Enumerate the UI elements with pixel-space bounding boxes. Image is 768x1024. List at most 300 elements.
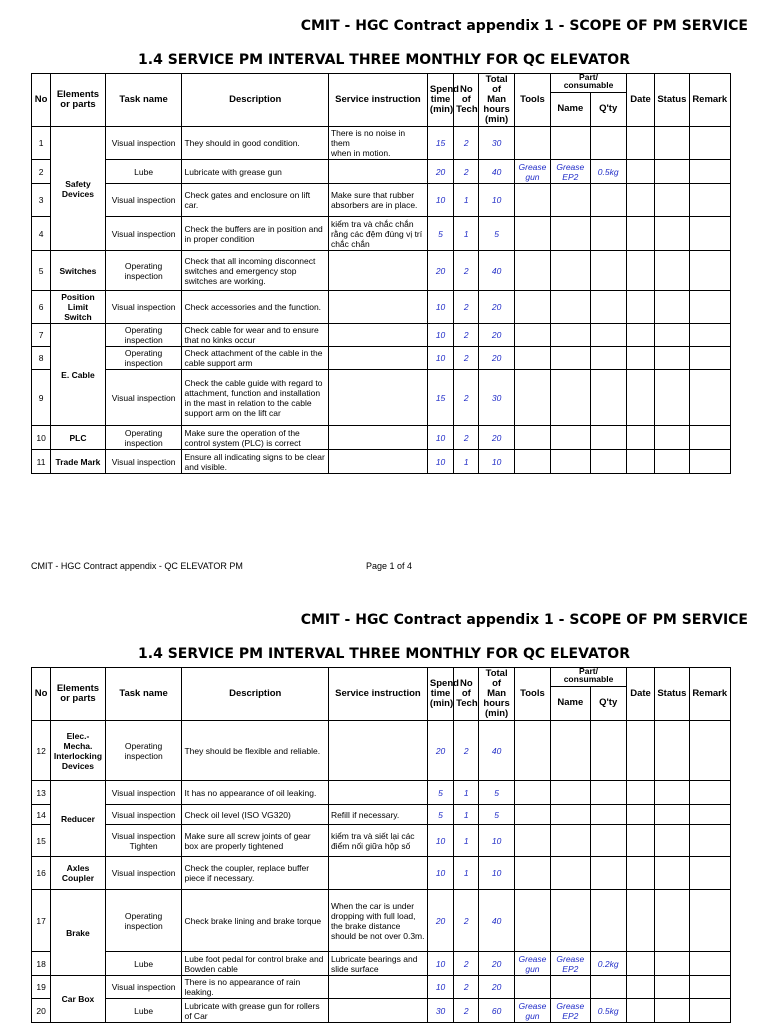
- spend-time: 10: [427, 976, 453, 999]
- remark-cell: [689, 217, 731, 251]
- section-title-2: 1.4 SERVICE PM INTERVAL THREE MONTHLY FOR QC ELEVATOR: [138, 646, 630, 662]
- status-cell: [655, 805, 689, 825]
- part-qty: [590, 890, 626, 952]
- remark-cell: [689, 721, 731, 781]
- man-hours: 20: [479, 291, 514, 324]
- col-spend: Spend time (min): [427, 668, 453, 721]
- col-part-qty: Q'ty: [590, 92, 626, 126]
- man-hours: 60: [479, 999, 514, 1023]
- table-row: [32, 805, 731, 825]
- row-number: 11: [32, 450, 51, 474]
- status-cell: [655, 251, 689, 291]
- date-cell: [626, 127, 654, 160]
- man-hours: 10: [479, 450, 514, 474]
- date-cell: [626, 160, 654, 184]
- col-task: Task name: [105, 74, 182, 127]
- element-name: Safety Devices: [51, 127, 106, 251]
- status-cell: [655, 127, 689, 160]
- part-qty: [590, 857, 626, 890]
- row-number: 4: [32, 217, 51, 251]
- remark-cell: [689, 184, 731, 217]
- man-hours: 20: [479, 347, 514, 370]
- part-name: Grease EP2: [551, 999, 590, 1023]
- remark-cell: [689, 127, 731, 160]
- date-cell: [626, 805, 654, 825]
- table-row: [32, 857, 731, 890]
- row-number: 19: [32, 976, 51, 999]
- col-part-qty: Q'ty: [590, 686, 626, 720]
- date-cell: [626, 370, 654, 426]
- part-qty: [590, 347, 626, 370]
- table-row: [32, 184, 731, 217]
- tech-count: 2: [454, 426, 479, 450]
- service-instruction: [328, 291, 427, 324]
- service-instruction: kiểm tra và chắc chắn rằng các đệm đúng vị trí chắc chắn: [328, 217, 427, 251]
- task-name: Visual inspection: [105, 217, 182, 251]
- date-cell: [626, 184, 654, 217]
- col-instruction: Service instruction: [328, 74, 427, 127]
- task-description: Check the cable guide with regard to attachment, function and installation in the mast in relation to the cable support arm on the lift car: [182, 370, 328, 426]
- task-name: Visual inspection: [105, 805, 182, 825]
- man-hours: 30: [479, 370, 514, 426]
- task-description: Ensure all indicating signs to be clear and visible.: [182, 450, 328, 474]
- part-name: [551, 291, 590, 324]
- status-cell: [655, 217, 689, 251]
- part-qty: [590, 217, 626, 251]
- service-instruction: Make sure that rubber absorbers are in place.: [328, 184, 427, 217]
- task-description: Lubricate with grease gun for rollers of Car: [182, 999, 328, 1023]
- part-qty: [590, 976, 626, 999]
- col-no: No: [32, 668, 51, 721]
- tech-count: 1: [454, 184, 479, 217]
- task-name: Operating inspection: [105, 251, 182, 291]
- remark-cell: [689, 160, 731, 184]
- task-description: Lubricate with grease gun: [182, 160, 328, 184]
- part-qty: [590, 127, 626, 160]
- col-status: Status: [655, 74, 689, 127]
- tools: Grease gun: [514, 952, 550, 976]
- man-hours: 20: [479, 426, 514, 450]
- part-qty: [590, 805, 626, 825]
- man-hours: 40: [479, 251, 514, 291]
- task-description: Check brake lining and brake torque: [182, 890, 328, 952]
- date-cell: [626, 999, 654, 1023]
- task-name: Visual inspection: [105, 781, 182, 805]
- spend-time: 10: [427, 426, 453, 450]
- man-hours: 10: [479, 184, 514, 217]
- col-description: Description: [182, 668, 328, 721]
- spend-time: 10: [427, 825, 453, 857]
- status-cell: [655, 721, 689, 781]
- service-instruction: [328, 347, 427, 370]
- date-cell: [626, 426, 654, 450]
- spend-time: 10: [427, 291, 453, 324]
- tools: [514, 976, 550, 999]
- task-name: Operating inspection: [105, 890, 182, 952]
- tools: [514, 127, 550, 160]
- part-name: [551, 450, 590, 474]
- element-name: Car Box: [51, 976, 106, 1023]
- section-title: 1.4 SERVICE PM INTERVAL THREE MONTHLY FOR QC ELEVATOR: [138, 52, 630, 68]
- row-number: 1: [32, 127, 51, 160]
- spend-time: 15: [427, 370, 453, 426]
- row-number: 20: [32, 999, 51, 1023]
- service-instruction: [328, 857, 427, 890]
- row-number: 7: [32, 324, 51, 347]
- task-name: Lube: [105, 160, 182, 184]
- part-name: [551, 890, 590, 952]
- col-parts: Part/ consumable: [551, 668, 627, 687]
- date-cell: [626, 450, 654, 474]
- status-cell: [655, 370, 689, 426]
- part-qty: [590, 251, 626, 291]
- col-instruction: Service instruction: [328, 668, 427, 721]
- service-instruction: [328, 781, 427, 805]
- service-instruction: [328, 324, 427, 347]
- col-part-name: Name: [551, 686, 590, 720]
- task-description: Check oil level (ISO VG320): [182, 805, 328, 825]
- part-name: [551, 184, 590, 217]
- man-hours: 40: [479, 721, 514, 781]
- task-description: Check the coupler, replace buffer piece if necessary.: [182, 857, 328, 890]
- table-row: [32, 217, 731, 251]
- remark-cell: [689, 825, 731, 857]
- part-name: [551, 721, 590, 781]
- row-number: 13: [32, 781, 51, 805]
- remark-cell: [689, 450, 731, 474]
- element-name: Trade Mark: [51, 450, 106, 474]
- tools: Grease gun: [514, 160, 550, 184]
- remark-cell: [689, 999, 731, 1023]
- part-name: Grease EP2: [551, 952, 590, 976]
- tech-count: 1: [454, 781, 479, 805]
- table-row: [32, 160, 731, 184]
- col-date: Date: [626, 668, 654, 721]
- col-status: Status: [655, 668, 689, 721]
- tech-count: 1: [454, 217, 479, 251]
- part-qty: [590, 184, 626, 217]
- tools: [514, 450, 550, 474]
- element-name: PLC: [51, 426, 106, 450]
- pm-table-page-1: [31, 73, 731, 474]
- tools: [514, 291, 550, 324]
- col-remark: Remark: [689, 74, 731, 127]
- task-description: There is no appearance of rain leaking.: [182, 976, 328, 999]
- footer-page: Page 1 of 4: [366, 561, 413, 571]
- col-manhours: Total of Man hours (min): [479, 668, 514, 721]
- man-hours: 20: [479, 952, 514, 976]
- spend-time: 10: [427, 347, 453, 370]
- col-description: Description: [182, 74, 328, 127]
- task-name: Operating inspection: [105, 721, 182, 781]
- remark-cell: [689, 251, 731, 291]
- col-part-name: Name: [551, 92, 590, 126]
- tools: [514, 890, 550, 952]
- part-name: [551, 976, 590, 999]
- element-name: Axles Coupler: [51, 857, 106, 890]
- tools: [514, 217, 550, 251]
- part-qty: [590, 721, 626, 781]
- remark-cell: [689, 426, 731, 450]
- part-qty: [590, 825, 626, 857]
- spend-time: 10: [427, 184, 453, 217]
- row-number: 18: [32, 952, 51, 976]
- task-name: Visual inspection: [105, 127, 182, 160]
- tech-count: 2: [454, 370, 479, 426]
- spend-time: 10: [427, 857, 453, 890]
- date-cell: [626, 781, 654, 805]
- date-cell: [626, 952, 654, 976]
- status-cell: [655, 952, 689, 976]
- date-cell: [626, 347, 654, 370]
- date-cell: [626, 217, 654, 251]
- task-description: They should in good condition.: [182, 127, 328, 160]
- remark-cell: [689, 890, 731, 952]
- tools: [514, 251, 550, 291]
- task-description: Check cable for wear and to ensure that no kinks occur: [182, 324, 328, 347]
- tech-count: 2: [454, 324, 479, 347]
- part-qty: [590, 291, 626, 324]
- man-hours: 20: [479, 976, 514, 999]
- part-qty: [590, 426, 626, 450]
- table-row: [32, 347, 731, 370]
- spend-time: 20: [427, 890, 453, 952]
- service-instruction: When the car is under dropping with full load, the brake distance should be not over 0.3m.: [328, 890, 427, 952]
- row-number: 15: [32, 825, 51, 857]
- task-name: Visual inspection: [105, 450, 182, 474]
- part-qty: [590, 450, 626, 474]
- part-name: [551, 251, 590, 291]
- date-cell: [626, 251, 654, 291]
- table-row: [32, 251, 731, 291]
- date-cell: [626, 721, 654, 781]
- table-row: [32, 999, 731, 1023]
- man-hours: 10: [479, 857, 514, 890]
- row-number: 12: [32, 721, 51, 781]
- status-cell: [655, 184, 689, 217]
- tools: [514, 825, 550, 857]
- man-hours: 10: [479, 825, 514, 857]
- part-qty: [590, 324, 626, 347]
- tools: [514, 781, 550, 805]
- tech-count: 2: [454, 952, 479, 976]
- spend-time: 30: [427, 999, 453, 1023]
- tech-count: 1: [454, 825, 479, 857]
- remark-cell: [689, 952, 731, 976]
- table-row: [32, 825, 731, 857]
- status-cell: [655, 347, 689, 370]
- service-instruction: Refill if necessary.: [328, 805, 427, 825]
- tools: [514, 370, 550, 426]
- table-row: [32, 426, 731, 450]
- col-tech: No of Tech: [454, 668, 479, 721]
- col-date: Date: [626, 74, 654, 127]
- task-description: It has no appearance of oil leaking.: [182, 781, 328, 805]
- part-qty: 0.2kg: [590, 952, 626, 976]
- tech-count: 2: [454, 251, 479, 291]
- status-cell: [655, 857, 689, 890]
- table-row: [32, 781, 731, 805]
- man-hours: 20: [479, 324, 514, 347]
- task-name: Visual inspection: [105, 291, 182, 324]
- remark-cell: [689, 976, 731, 999]
- task-description: Check accessories and the function.: [182, 291, 328, 324]
- man-hours: 30: [479, 127, 514, 160]
- element-name: E. Cable: [51, 324, 106, 426]
- tech-count: 2: [454, 127, 479, 160]
- man-hours: 40: [479, 160, 514, 184]
- spend-time: 20: [427, 721, 453, 781]
- table-row: [32, 890, 731, 952]
- pm-table-page-2: [31, 667, 731, 1023]
- part-name: [551, 324, 590, 347]
- task-name: Visual inspection: [105, 976, 182, 999]
- status-cell: [655, 291, 689, 324]
- task-name: Operating inspection: [105, 347, 182, 370]
- status-cell: [655, 825, 689, 857]
- element-name: Elec.-Mecha. Interlocking Devices: [51, 721, 106, 781]
- tools: Grease gun: [514, 999, 550, 1023]
- tools: [514, 324, 550, 347]
- tech-count: 1: [454, 805, 479, 825]
- table-row: [32, 127, 731, 160]
- status-cell: [655, 160, 689, 184]
- row-number: 14: [32, 805, 51, 825]
- part-name: [551, 217, 590, 251]
- part-qty: 0.5kg: [590, 160, 626, 184]
- part-qty: 0.5kg: [590, 999, 626, 1023]
- col-tech: No of Tech: [454, 74, 479, 127]
- task-name: Visual inspection: [105, 370, 182, 426]
- part-name: [551, 857, 590, 890]
- element-name: Switches: [51, 251, 106, 291]
- row-number: 16: [32, 857, 51, 890]
- col-spend: Spend time (min): [427, 74, 453, 127]
- tech-count: 2: [454, 347, 479, 370]
- spend-time: 5: [427, 805, 453, 825]
- col-elements: Elements or parts: [51, 74, 106, 127]
- tech-count: 2: [454, 160, 479, 184]
- tools: [514, 805, 550, 825]
- task-name: Lube: [105, 952, 182, 976]
- element-name: Position Limit Switch: [51, 291, 106, 324]
- remark-cell: [689, 291, 731, 324]
- document-header-2: CMIT - HGC Contract appendix 1 - SCOPE OF PM SERVICE: [300, 612, 748, 628]
- status-cell: [655, 324, 689, 347]
- tech-count: 2: [454, 721, 479, 781]
- service-instruction: kiểm tra và siết lại các điểm nối giữa hộp số: [328, 825, 427, 857]
- col-tools: Tools: [514, 74, 550, 127]
- tech-count: 2: [454, 890, 479, 952]
- part-name: [551, 347, 590, 370]
- remark-cell: [689, 347, 731, 370]
- table-row: [32, 324, 731, 347]
- man-hours: 40: [479, 890, 514, 952]
- task-description: They should be flexible and reliable.: [182, 721, 328, 781]
- spend-time: 10: [427, 324, 453, 347]
- tech-count: 2: [454, 976, 479, 999]
- tools: [514, 426, 550, 450]
- task-name: Operating inspection: [105, 426, 182, 450]
- tools: [514, 184, 550, 217]
- status-cell: [655, 426, 689, 450]
- remark-cell: [689, 370, 731, 426]
- date-cell: [626, 291, 654, 324]
- date-cell: [626, 976, 654, 999]
- date-cell: [626, 857, 654, 890]
- spend-time: 20: [427, 160, 453, 184]
- status-cell: [655, 450, 689, 474]
- spend-time: 5: [427, 781, 453, 805]
- tech-count: 2: [454, 291, 479, 324]
- col-no: No: [32, 74, 51, 127]
- part-name: [551, 127, 590, 160]
- task-description: Make sure all screw joints of gear box are properly tightened: [182, 825, 328, 857]
- service-instruction: [328, 976, 427, 999]
- tools: [514, 857, 550, 890]
- date-cell: [626, 825, 654, 857]
- row-number: 17: [32, 890, 51, 952]
- service-instruction: Lubricate bearings and slide surface: [328, 952, 427, 976]
- status-cell: [655, 999, 689, 1023]
- element-name: Brake: [51, 890, 106, 976]
- service-instruction: [328, 450, 427, 474]
- remark-cell: [689, 857, 731, 890]
- col-elements: Elements or parts: [51, 668, 106, 721]
- spend-time: 15: [427, 127, 453, 160]
- service-instruction: There is no noise in them when in motion.: [328, 127, 427, 160]
- part-name: [551, 805, 590, 825]
- remark-cell: [689, 805, 731, 825]
- part-name: [551, 426, 590, 450]
- task-description: Make sure the operation of the control system (PLC) is correct: [182, 426, 328, 450]
- table-row: [32, 721, 731, 781]
- spend-time: 5: [427, 217, 453, 251]
- tech-count: 1: [454, 450, 479, 474]
- tools: [514, 721, 550, 781]
- table-row: [32, 370, 731, 426]
- table-row: [32, 450, 731, 474]
- table-row: [32, 976, 731, 999]
- task-name: Visual inspection Tighten: [105, 825, 182, 857]
- man-hours: 5: [479, 781, 514, 805]
- service-instruction: [328, 426, 427, 450]
- task-description: Check that all incoming disconnect switches and emergency stop switches are working.: [182, 251, 328, 291]
- tech-count: 1: [454, 857, 479, 890]
- part-name: [551, 781, 590, 805]
- part-qty: [590, 370, 626, 426]
- remark-cell: [689, 324, 731, 347]
- col-remark: Remark: [689, 668, 731, 721]
- row-number: 10: [32, 426, 51, 450]
- row-number: 6: [32, 291, 51, 324]
- table-row: [32, 291, 731, 324]
- service-instruction: [328, 251, 427, 291]
- footer-left: CMIT - HGC Contract appendix - QC ELEVATOR PM: [31, 561, 243, 571]
- date-cell: [626, 324, 654, 347]
- col-task: Task name: [105, 668, 182, 721]
- part-name: [551, 370, 590, 426]
- service-instruction: [328, 721, 427, 781]
- task-name: Lube: [105, 999, 182, 1023]
- table-row: [32, 952, 731, 976]
- spend-time: 10: [427, 952, 453, 976]
- element-name: Reducer: [51, 781, 106, 857]
- task-description: Lube foot pedal for control brake and Bowden cable: [182, 952, 328, 976]
- task-description: Check the buffers are in position and in proper condition: [182, 217, 328, 251]
- spend-time: 10: [427, 450, 453, 474]
- tools: [514, 347, 550, 370]
